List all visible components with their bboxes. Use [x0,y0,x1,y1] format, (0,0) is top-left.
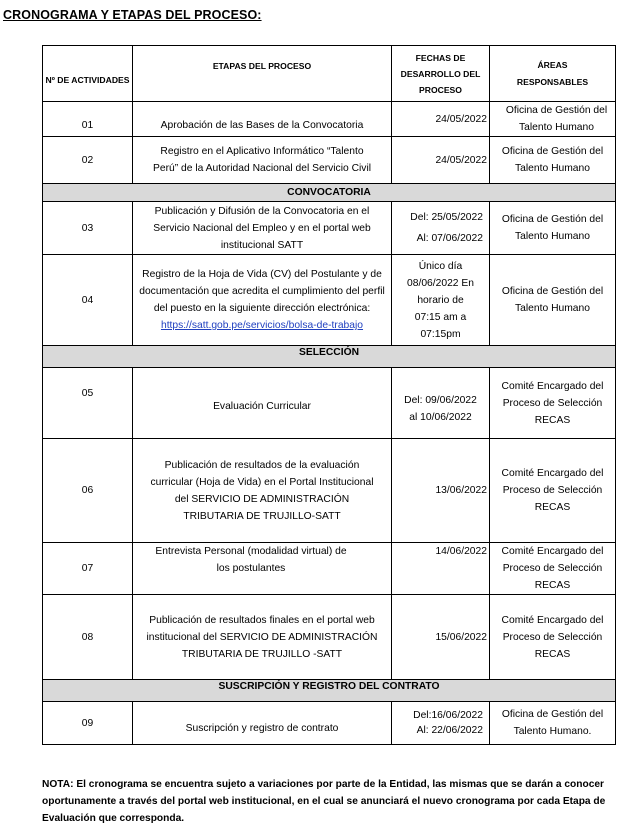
header-areas: ÁREAS RESPONSABLES [490,46,616,102]
date-to: Al: 22/06/2022 [416,725,483,736]
table-row [43,543,616,595]
table-row [43,202,616,255]
row-date: Único día 08/06/2022 En horario de 07:15 am a 07:15pm [392,255,490,346]
row-area: Comité Encargado del Proceso de Selección RECAS [490,368,616,439]
section-row [43,346,616,368]
section-row [43,184,616,202]
table-row [43,702,616,745]
row-number: 04 [43,255,133,346]
bolsa-trabajo-link[interactable]: https://satt.gob.pe/servicios/bolsa-de-trabajo [160,320,364,331]
table-row [43,102,616,137]
row-date: 24/05/2022 [392,137,490,184]
row-number: 02 [43,137,133,184]
row-stage: Registro en el Aplicativo Informático “Talento Perú” de la Autoridad Nacional del Servicio Civil [133,137,392,184]
date-to: Al: 07/06/2022 [416,233,483,244]
row-date [392,202,490,255]
row-area: Oficina de Gestión del Talento Humano [490,255,616,346]
row-number: 05 [43,368,133,439]
row-stage: Evaluación Curricular [133,368,392,439]
row-area: Oficina de Gestión del Talento Humano [490,137,616,184]
section-suscripcion: SUSCRIPCIÓN Y REGISTRO DEL CONTRATO [43,680,616,702]
row-stage: Aprobación de las Bases de la Convocatoria [133,102,392,137]
schedule-table [42,45,616,745]
header-stage: ETAPAS DEL PROCESO [133,46,392,102]
table-row [43,439,616,543]
table-row [43,595,616,680]
row-stage: Suscripción y registro de contrato [133,702,392,745]
row-date: 15/06/2022 [392,595,490,680]
page-title: CRONOGRAMA Y ETAPAS DEL PROCESO: [3,8,262,22]
table-row [43,368,616,439]
row-number: 06 [43,439,133,543]
row-date: 13/06/2022 [392,439,490,543]
row-area: Comité Encargado del Proceso de Selección RECAS [490,595,616,680]
row-number: 08 [43,595,133,680]
row-stage: Entrevista Personal (modalidad virtual) de los postulantes [133,543,392,595]
row-number: 01 [43,102,133,137]
table-row [43,255,616,346]
section-seleccion: SELECCIÓN [43,346,616,368]
row-area: Oficina de Gestión del Talento Humano [490,102,616,137]
date-from: Del: 25/05/2022 [410,212,483,223]
date-from: Del:16/06/2022 [413,710,483,721]
row-date: Del: 09/06/2022 al 10/06/2022 [392,368,490,439]
section-row [43,680,616,702]
header-row [43,46,616,102]
row-number: 07 [43,543,133,595]
header-dates: FECHAS DE DESARROLLO DEL PROCESO [392,46,490,102]
footnote: NOTA: El cronograma se encuentra sujeto a variaciones por parte de la Entidad, las mismas que se darán a conocer oportunamente a través del portal web institucional, en el cual se anunciará el nuevo cronograma por cada Etapa de Evaluación que corresponda. [42,779,606,824]
row-area: Comité Encargado del Proceso de Selección RECAS [490,543,616,595]
row-date: 14/06/2022 [392,543,490,595]
row-stage: Publicación de resultados de la evaluación curricular (Hoja de Vida) en el Portal Institucional del SERVICIO DE ADMINISTRACIÓN TRIBUTARIA DE TRUJILLO-SATT [133,439,392,543]
row-date [392,702,490,745]
row-stage [133,255,392,346]
row-area: Comité Encargado del Proceso de Selección RECAS [490,439,616,543]
table-row [43,137,616,184]
section-convocatoria: CONVOCATORIA [43,184,616,202]
row-area: Oficina de Gestión del Talento Humano. [490,702,616,745]
row-date: 24/05/2022 [392,102,490,137]
row-area: Oficina de Gestión del Talento Humano [490,202,616,255]
header-num: Nº DE ACTIVIDADES [43,46,133,102]
row-number: 09 [43,702,133,745]
row-stage: Publicación y Difusión de la Convocatoria en el Servicio Nacional del Empleo y en el portal web institucional SATT [133,202,392,255]
row-stage-text: Registro de la Hoja de Vida (CV) del Postulante y de documentación que acredita el cumplimiento del perfil del puesto en la siguiente dirección electrónica: [139,269,385,314]
row-stage: Publicación de resultados finales en el portal web institucional del SERVICIO DE ADMINISTRACIÓN TRIBUTARIA DE TRUJILLO -SATT [133,595,392,680]
row-number: 03 [43,202,133,255]
